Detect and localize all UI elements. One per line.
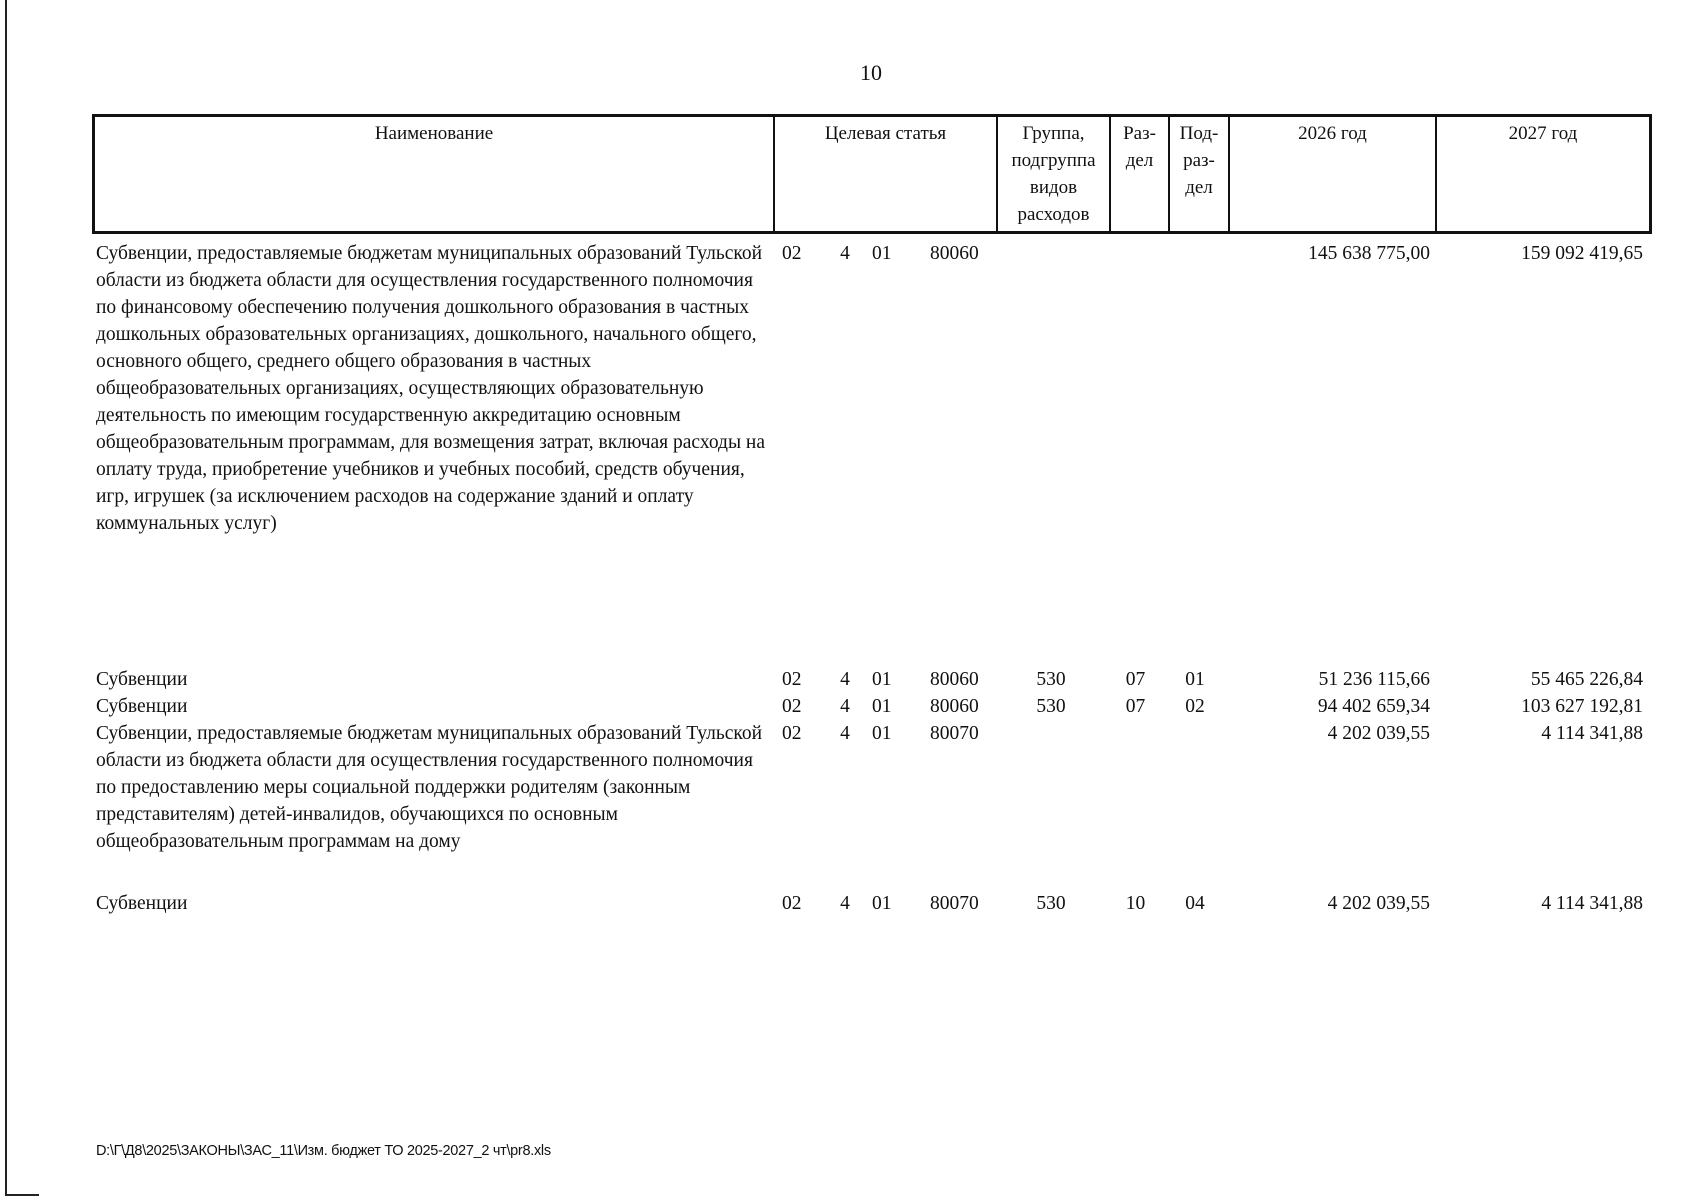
page-number: 10 (860, 60, 882, 85)
row-target-code-complex: 01 (872, 243, 892, 264)
row-target-code-complex: 01 (872, 723, 892, 744)
row-target-code-direction: 80060 (930, 669, 979, 690)
row-section: 10 (1125, 893, 1146, 914)
header-section: Раз- дел (1109, 117, 1168, 231)
row-target-code-program: 02 (782, 243, 802, 264)
row-target-code-program: 02 (782, 696, 802, 717)
row-section: 07 (1125, 669, 1146, 690)
row-amount-2027: 55 465 226,84 (1530, 669, 1643, 690)
row-target-code-complex: 01 (872, 669, 892, 690)
scan-bottom-edge (5, 1194, 39, 1196)
row-amount-2026: 145 638 775,00 (1308, 243, 1430, 264)
row-name: Субвенции, предоставляемые бюджетам муниципальных образований Тульской области из бюджета области для осуществления государственного полномочия по финансовому обеспечению получения дошкольного образования в частных дошкольных образовательных организациях, дошкольного, начального общего, основного общего, среднего общего образования в частных общеобразовательных организациях, осуществляющих образовательную деятельность по имеющим государственную аккредитацию основным общеобразовательным программам, для возмещения затрат, включая расходы на оплату труда, приобретение учебников и учебных пособий, средств обучения, игр, игрушек (за исключением расходов на содержание зданий и оплату коммунальных услуг) (96, 243, 766, 534)
row-target-code-direction: 80070 (930, 893, 979, 914)
row-amount-2026: 4 202 039,55 (1327, 893, 1430, 914)
row-expense-group: 530 (1036, 893, 1066, 914)
table-header (92, 114, 1652, 234)
row-expense-group: 530 (1036, 669, 1066, 690)
row-amount-2027: 103 627 192,81 (1521, 696, 1643, 717)
row-amount-2027: 159 092 419,65 (1521, 243, 1643, 264)
row-subsection: 04 (1185, 893, 1205, 914)
row-target-code-type: 4 (840, 893, 850, 914)
file-path-footer: D:\Г\Д8\2025\ЗАКОНЫ\ЗАС_11\Изм. бюджет ТО 2025-2027_2 чт\pr8.xls (96, 1143, 551, 1159)
row-amount-2027: 4 114 341,88 (1541, 723, 1643, 744)
row-name: Субвенции (96, 893, 188, 914)
row-target-code-type: 4 (840, 669, 850, 690)
header-name: Наименование (374, 123, 494, 144)
row-name: Субвенции, предоставляемые бюджетам муниципальных образований Тульской области из бюджета области для осуществления государственного полномочия по предоставлению меры социальной поддержки родителям (законным представителям) детей-инвалидов, обучающихся по основным общеобразовательным программам на дому (96, 723, 763, 852)
row-subsection: 02 (1185, 696, 1205, 717)
row-target-code-type: 4 (840, 696, 850, 717)
row-amount-2026: 94 402 659,34 (1317, 696, 1430, 717)
scan-left-edge (5, 0, 7, 1196)
row-target-code-program: 02 (782, 723, 802, 744)
row-target-code-program: 02 (782, 669, 802, 690)
row-amount-2027: 4 114 341,88 (1541, 893, 1643, 914)
row-target-code-complex: 01 (872, 696, 892, 717)
row-name: Субвенции (96, 669, 188, 690)
row-amount-2026: 4 202 039,55 (1327, 723, 1430, 744)
row-name: Субвенции (96, 696, 188, 717)
header-subsection: Под- раз- дел (1168, 117, 1228, 231)
header-expense-group: Группа, подгруппа видов расходов (996, 117, 1109, 231)
header-year-2026: 2026 год (1228, 117, 1435, 231)
row-target-code-direction: 80070 (930, 723, 979, 744)
row-expense-group: 530 (1036, 696, 1066, 717)
header-target-article: Целевая статья (773, 117, 996, 231)
budget-table (92, 114, 1652, 914)
row-target-code-complex: 01 (872, 893, 892, 914)
row-section: 07 (1125, 696, 1146, 717)
header-year-2027: 2027 год (1435, 117, 1649, 231)
row-target-code-program: 02 (782, 893, 802, 914)
row-target-code-type: 4 (840, 723, 850, 744)
row-subsection: 01 (1185, 669, 1205, 690)
row-target-code-type: 4 (840, 243, 850, 264)
row-target-code-direction: 80060 (930, 696, 979, 717)
row-target-code-direction: 80060 (930, 243, 979, 264)
row-amount-2026: 51 236 115,66 (1318, 669, 1430, 690)
